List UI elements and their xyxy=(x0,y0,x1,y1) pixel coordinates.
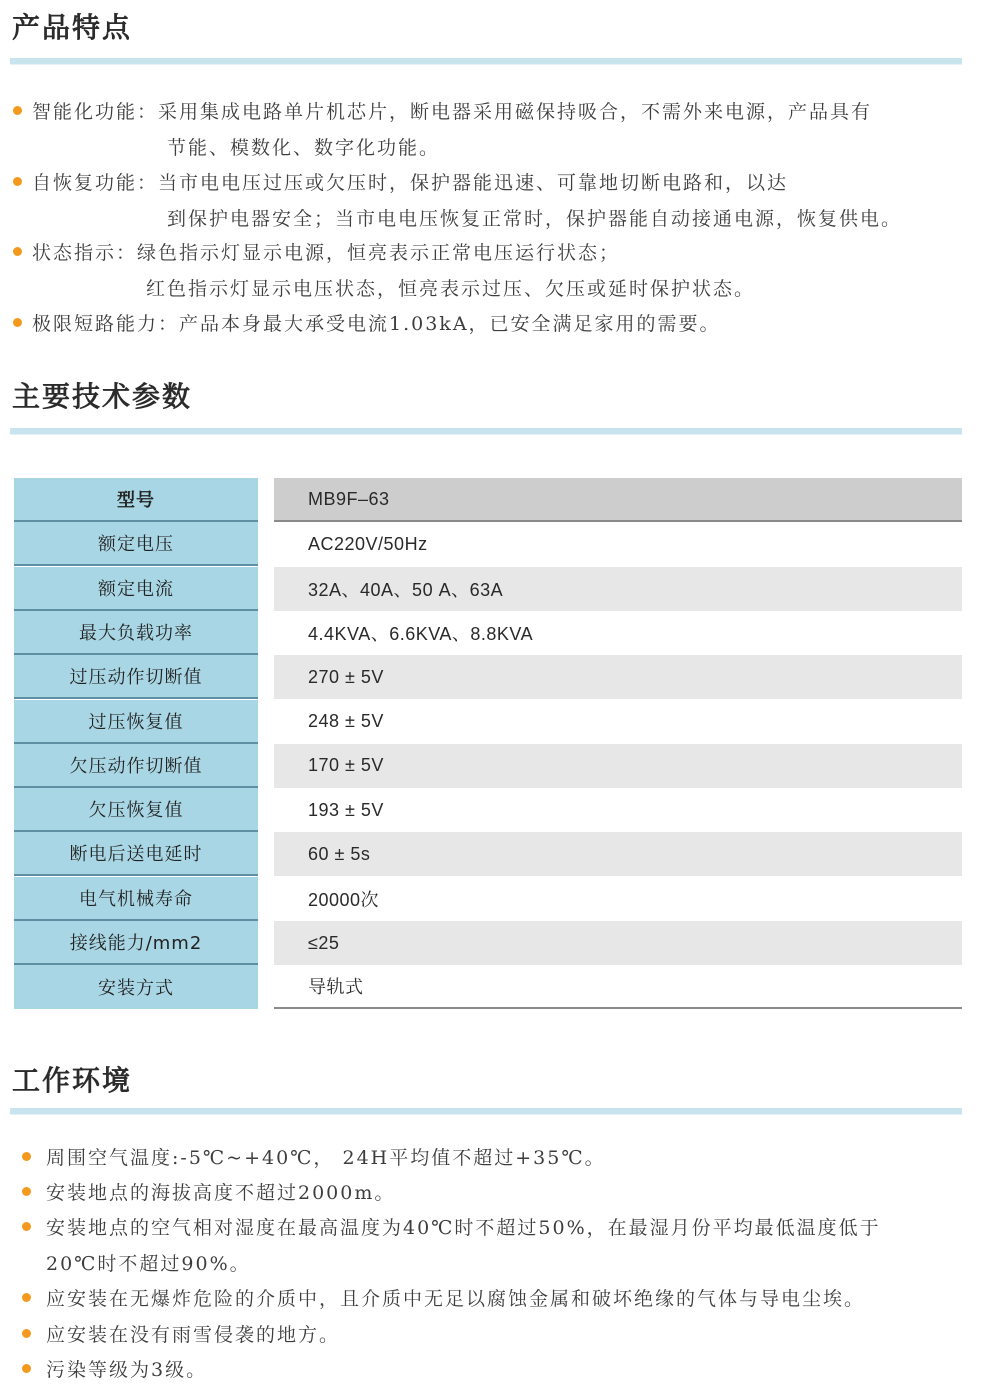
spec-label: 电气机械寿命 xyxy=(14,877,258,921)
table-row xyxy=(14,522,962,566)
feature-line: 到保护电器安全；当市电电压恢复正常时，保护器能自动接通电源，恢复供电。 xyxy=(167,208,903,230)
spec-value: AC220V/50Hz xyxy=(308,533,428,554)
feature-line: 自恢复功能：当市电电压过压或欠压时，保护器能迅速、可靠地切断电路和，以达 xyxy=(32,172,789,194)
spec-value: MB9F–63 xyxy=(274,478,962,522)
environment-heading: 工作环境 xyxy=(12,1064,133,1097)
feature-line: 智能化功能：采用集成电路单片机芯片，断电器采用磁保持吸合，不需外来电源，产品具有 xyxy=(32,101,873,123)
table-row xyxy=(14,965,962,1009)
spec-value: 248 ± 5V xyxy=(308,711,384,731)
spec-value: 导轨式 xyxy=(274,965,962,1009)
spec-label: 最大负载功率 xyxy=(14,611,258,655)
table-row xyxy=(14,921,962,965)
table-row xyxy=(14,832,962,876)
spec-label: 过压恢复值 xyxy=(14,700,258,744)
table-row xyxy=(14,788,962,832)
table-row xyxy=(14,478,962,522)
spec-label: 额定电流 xyxy=(14,567,258,611)
bullet-icon xyxy=(13,318,22,327)
spec-label: 型号 xyxy=(14,478,258,522)
spec-label: 欠压动作切断值 xyxy=(14,744,258,788)
bullet-icon xyxy=(22,1293,31,1302)
spec-value: 32A、40A、50 A、63A xyxy=(274,567,962,611)
spec-value: 270 ± 5V xyxy=(274,655,962,699)
bullet-icon xyxy=(13,177,22,186)
specs-divider xyxy=(10,428,962,435)
bullet-icon xyxy=(22,1364,31,1373)
feature-line: 节能、模数化、数字化功能。 xyxy=(167,137,441,159)
spec-value: 4.4KVA、6.6KVA、8.8KVA xyxy=(308,623,534,644)
bullet-icon xyxy=(13,247,22,256)
spec-value: 193 ± 5V xyxy=(308,799,384,820)
specs-heading: 主要技术参数 xyxy=(12,380,193,413)
feature-line: 状态指示：绿色指示灯显示电源，恒亮表示正常电压运行状态； xyxy=(32,242,621,264)
spec-value: 170 ± 5V xyxy=(274,744,962,788)
spec-label: 安装方式 xyxy=(14,965,258,1009)
environment-line: 应安装在无爆炸危险的介质中，且介质中无足以腐蚀金属和破坏绝缘的气体与导电尘埃。 xyxy=(46,1288,866,1310)
features-divider xyxy=(10,58,962,65)
bullet-icon xyxy=(22,1187,31,1196)
spec-value: ≤25 xyxy=(274,921,962,965)
spec-label: 额定电压 xyxy=(14,522,258,566)
features-heading: 产品特点 xyxy=(12,11,133,44)
bullet-icon xyxy=(22,1222,31,1231)
feature-line: 红色指示灯显示电压状态，恒亮表示过压、欠压或延时保护状态。 xyxy=(146,278,756,300)
spec-label: 接线能力/mm2 xyxy=(14,921,258,965)
spec-value: 60 ± 5s xyxy=(274,832,962,876)
table-row xyxy=(14,744,962,788)
environment-line: 20℃时不超过90%。 xyxy=(46,1253,251,1275)
spec-label: 欠压恢复值 xyxy=(14,788,258,832)
spec-label: 过压动作切断值 xyxy=(14,655,258,699)
table-row xyxy=(14,567,962,611)
bullet-icon xyxy=(22,1329,31,1338)
environment-line: 安装地点的海拔高度不超过2000m。 xyxy=(46,1182,396,1204)
environment-divider xyxy=(10,1108,962,1115)
environment-line: 安装地点的空气相对湿度在最高温度为40℃时不超过50%，在最湿月份平均最低温度低于 xyxy=(46,1217,881,1239)
spec-value: 20000次 xyxy=(308,889,380,910)
environment-line: 污染等级为3级。 xyxy=(46,1359,208,1381)
bullet-icon xyxy=(13,106,22,115)
feature-line: 极限短路能力：产品本身最大承受电流1.03kA，已安全满足家用的需要。 xyxy=(32,313,721,335)
table-row xyxy=(14,611,962,655)
table-row xyxy=(14,877,962,921)
table-row xyxy=(14,700,962,744)
bullet-icon xyxy=(22,1152,31,1161)
spec-label: 断电后送电延时 xyxy=(14,832,258,876)
environment-line: 周围空气温度:-5℃~+40℃， 24H平均值不超过+35℃。 xyxy=(46,1147,606,1169)
table-row xyxy=(14,655,962,699)
environment-line: 应安装在没有雨雪侵袭的地方。 xyxy=(46,1324,341,1346)
